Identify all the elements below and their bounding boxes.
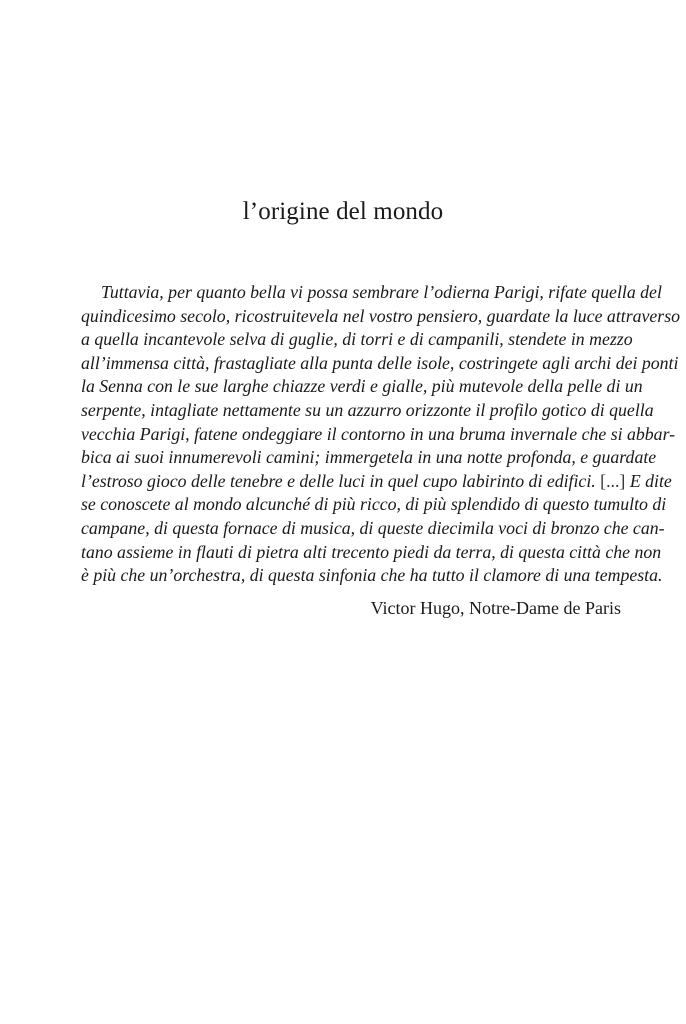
- omission-ellipsis: [...]: [600, 470, 626, 491]
- quote-line: bica ai suoi innumerevoli camini; immergetela in una notte profonda, e guardate: [81, 447, 657, 468]
- quote-line: vecchia Parigi, fatene ondeggiare il contorno in una bruma invernale che si abbar-: [81, 423, 676, 444]
- quote-line: all’immensa città, frastagliate alla punta delle isole, costringete agli archi dei ponti: [81, 352, 679, 373]
- quote-line-tail: E dite: [629, 470, 672, 491]
- quote-line: campane, di questa fornace di musica, di queste diecimila voci di bronzo che can-: [81, 517, 665, 538]
- quote-line: quindicesimo secolo, ricostruitevela nel vostro pensiero, guardate la luce attraverso: [81, 305, 681, 326]
- quote-line: è più che un’orchestra, di questa sinfonia che ha tutto il clamore di una tempesta.: [81, 565, 663, 586]
- quote-line: serpente, intagliate nettamente su un azzurro orizzonte il profilo gotico di quella: [81, 399, 654, 420]
- quote-line: Tuttavia, per quanto bella vi possa sembrare l’odierna Parigi, rifate quella del: [101, 282, 662, 302]
- quote-line: tano assieme in flauti di pietra alti trecento piedi da terra, di questa città che non: [81, 541, 662, 562]
- quote-block: [81, 281, 681, 588]
- quote-line: a quella incantevole selva di guglie, di torri e di campanili, stendete in mezzo: [81, 329, 633, 350]
- quote-line-text: l’estroso gioco delle tenebre e delle luci in quel cupo labirinto di edifici.: [81, 470, 596, 491]
- quote-line: la Senna con le sue larghe chiazze verdi e gialle, più mutevole della pelle di un: [81, 376, 643, 397]
- page-title: l’origine del mondo: [242, 198, 444, 225]
- quote-line: se conoscete al mondo alcunché di più ricco, di più splendido di questo tumulto di: [81, 494, 667, 515]
- quote-attribution: Victor Hugo, Notre-Dame de Paris: [370, 598, 621, 618]
- quote-line-with-ellipsis: [81, 470, 672, 494]
